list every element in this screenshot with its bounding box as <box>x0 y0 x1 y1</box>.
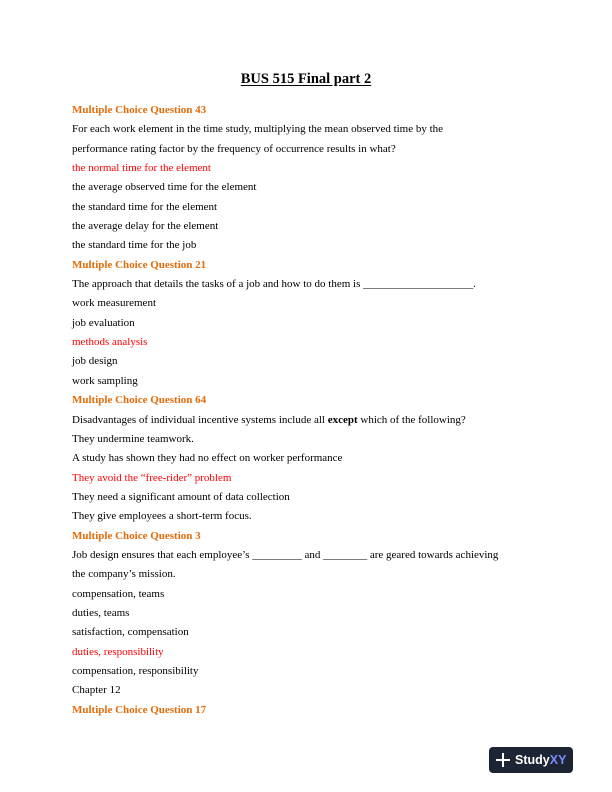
text-line: the average delay for the element <box>72 220 219 233</box>
text-line: The approach that details the tasks of a job and how to do them is ____________________. <box>72 278 476 291</box>
studyxy-brand-main: Study <box>515 753 550 767</box>
text-line: They undermine teamwork. <box>72 432 194 445</box>
text-line: They give employees a short-term focus. <box>72 510 252 523</box>
question-heading: Multiple Choice Question 64 <box>72 394 207 407</box>
question-text-part: which of the following? <box>357 413 466 426</box>
correct-answer-option: the normal time for the element <box>72 162 211 175</box>
text-line: the standard time for the element <box>72 200 218 213</box>
correct-answer-option: methods analysis <box>72 336 148 349</box>
text-line: performance rating factor by the frequency of occurrence results in what? <box>72 142 396 155</box>
plus-icon <box>496 753 510 767</box>
text-line: the average observed time for the element <box>72 181 257 194</box>
text-line: compensation, responsibility <box>72 664 199 677</box>
question-heading: Multiple Choice Question 21 <box>72 258 207 271</box>
question-emphasis: except <box>327 413 358 426</box>
document-title: BUS 515 Final part 2 <box>240 71 372 87</box>
text-line: work measurement <box>72 297 156 310</box>
question-text-part: Disadvantages of individual incentive systems include all <box>72 413 328 426</box>
question-heading: Multiple Choice Question 43 <box>72 104 207 116</box>
text-line: Chapter 12 <box>72 684 121 697</box>
text-line: For each work element in the time study, multiplying the mean observed time by the <box>72 123 444 136</box>
text-line: compensation, teams <box>72 587 165 600</box>
text-line: the company’s mission. <box>72 568 176 581</box>
correct-answer-option: They avoid the “free-rider” problem <box>72 471 232 484</box>
question-text <box>72 411 552 430</box>
text-line: Job design ensures that each employee’s _________ and ________ are geared towards achieving <box>72 548 499 561</box>
document-body <box>72 101 552 720</box>
text-line: They need a significant amount of data collection <box>72 490 290 503</box>
studyxy-badge[interactable] <box>489 747 573 773</box>
question-heading: Multiple Choice Question 3 <box>72 529 201 542</box>
text-line: the standard time for the job <box>72 239 197 252</box>
text-line: duties, teams <box>72 606 130 619</box>
question-heading: Multiple Choice Question 17 <box>72 703 207 716</box>
studyxy-brand-accent: XY <box>549 753 567 767</box>
text-line: satisfaction, compensation <box>72 626 189 639</box>
text-line: job design <box>72 355 118 368</box>
text-line: A study has shown they had no effect on worker performance <box>72 452 343 465</box>
text-line: work sampling <box>72 374 138 387</box>
text-line: job evaluation <box>72 316 135 329</box>
correct-answer-option: duties, responsibility <box>72 645 164 658</box>
